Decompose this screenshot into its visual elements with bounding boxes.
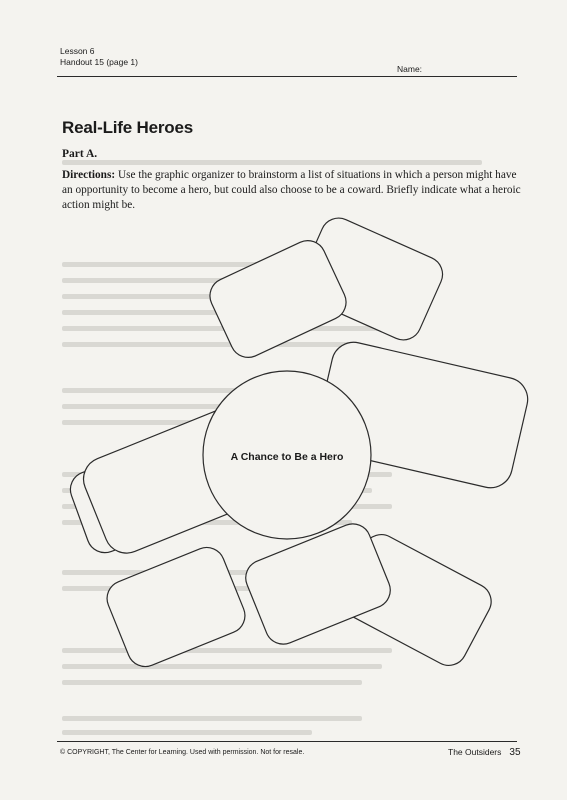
part-label: Part A. xyxy=(62,148,98,160)
directions-label: Directions: xyxy=(62,169,116,181)
organizer-petal-3[interactable] xyxy=(102,542,251,672)
copyright-notice: © COPYRIGHT, The Center for Learning. Used with permission. Not for resale. xyxy=(60,749,305,756)
page-title: Real-Life Heroes xyxy=(62,118,193,137)
organizer-center-label: A Chance to Be a Hero xyxy=(230,451,344,463)
book-title: The Outsiders xyxy=(448,747,502,757)
directions-text: Use the graphic organizer to brainstorm a list of situations in which a person might have an opportunity to become a hero, but could also choose to be a coward. Briefly indicate what a heroic action might be. xyxy=(62,169,521,211)
footer-rule xyxy=(57,741,517,742)
handout-label: Handout 15 (page 1) xyxy=(60,57,138,67)
page-number: 35 xyxy=(509,747,521,758)
footer-book-and-page xyxy=(448,747,521,758)
name-field-label: Name: xyxy=(397,64,423,74)
lesson-label: Lesson 6 xyxy=(60,46,95,56)
